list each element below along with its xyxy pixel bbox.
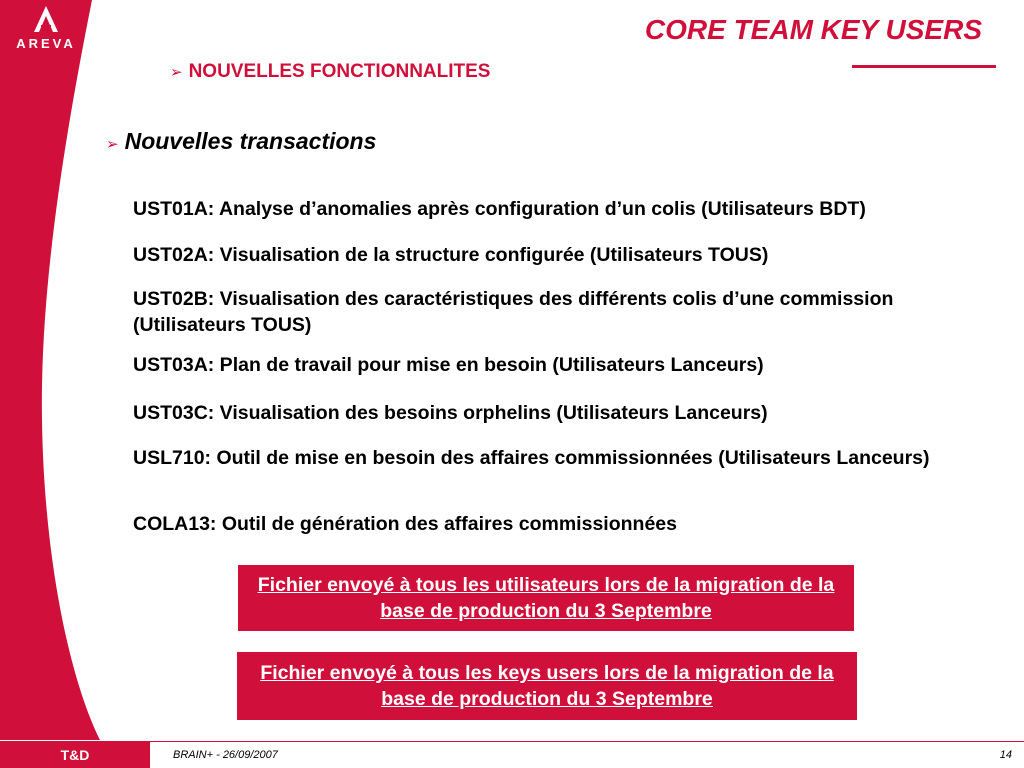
footer-rule [0, 741, 1024, 742]
callout-text[interactable]: Fichier envoyé à tous les utilisateurs lors de la migration de la base de production du 3 Septembre [257, 574, 835, 622]
list-item: USL710: Outil de mise en besoin des affaires commissionnées (Utilisateurs Lanceurs) [133, 447, 930, 469]
logo-text: AREVA [16, 36, 76, 51]
list-item: UST03A: Plan de travail pour mise en besoin (Utilisateurs Lanceurs) [133, 354, 764, 376]
section-heading-text: Nouvelles transactions [124, 128, 377, 154]
subtitle-text: NOUVELLES FONCTIONNALITES [188, 61, 491, 82]
arrow-bullet-icon: ➢ [170, 64, 183, 81]
page-title: CORE TEAM KEY USERS [644, 14, 982, 45]
sidebar-brand-band [0, 0, 180, 768]
callout-link-users[interactable] [238, 565, 854, 631]
list-item: UST02A: Visualisation de la structure configurée (Utilisateurs TOUS) [133, 244, 769, 266]
subtitle [170, 61, 490, 83]
footer-doc-info: BRAIN+ - 26/09/2007 [173, 749, 278, 761]
list-item: COLA13: Outil de génération des affaires commissionnées [133, 513, 677, 535]
footer-division: T&D [0, 742, 150, 768]
arrow-bullet-icon: ➢ [106, 136, 119, 153]
section-heading [106, 128, 376, 155]
list-item: UST02B: Visualisation des caractéristiques des différents colis d’une commission (Utilisateurs TOUS) [133, 288, 894, 336]
areva-logo [0, 4, 92, 51]
page-number: 14 [999, 749, 1012, 761]
callout-link-key-users[interactable] [237, 652, 857, 720]
list-item: UST01A: Analyse d’anomalies après configuration d’un colis (Utilisateurs BDT) [133, 198, 866, 220]
callout-text[interactable]: Fichier envoyé à tous les keys users lors de la migration de la base de production du 3 Septembre [260, 662, 834, 710]
title-underline [852, 65, 996, 68]
list-item: UST03C: Visualisation des besoins orphelins (Utilisateurs Lanceurs) [133, 402, 768, 424]
areva-a-icon [32, 4, 60, 34]
